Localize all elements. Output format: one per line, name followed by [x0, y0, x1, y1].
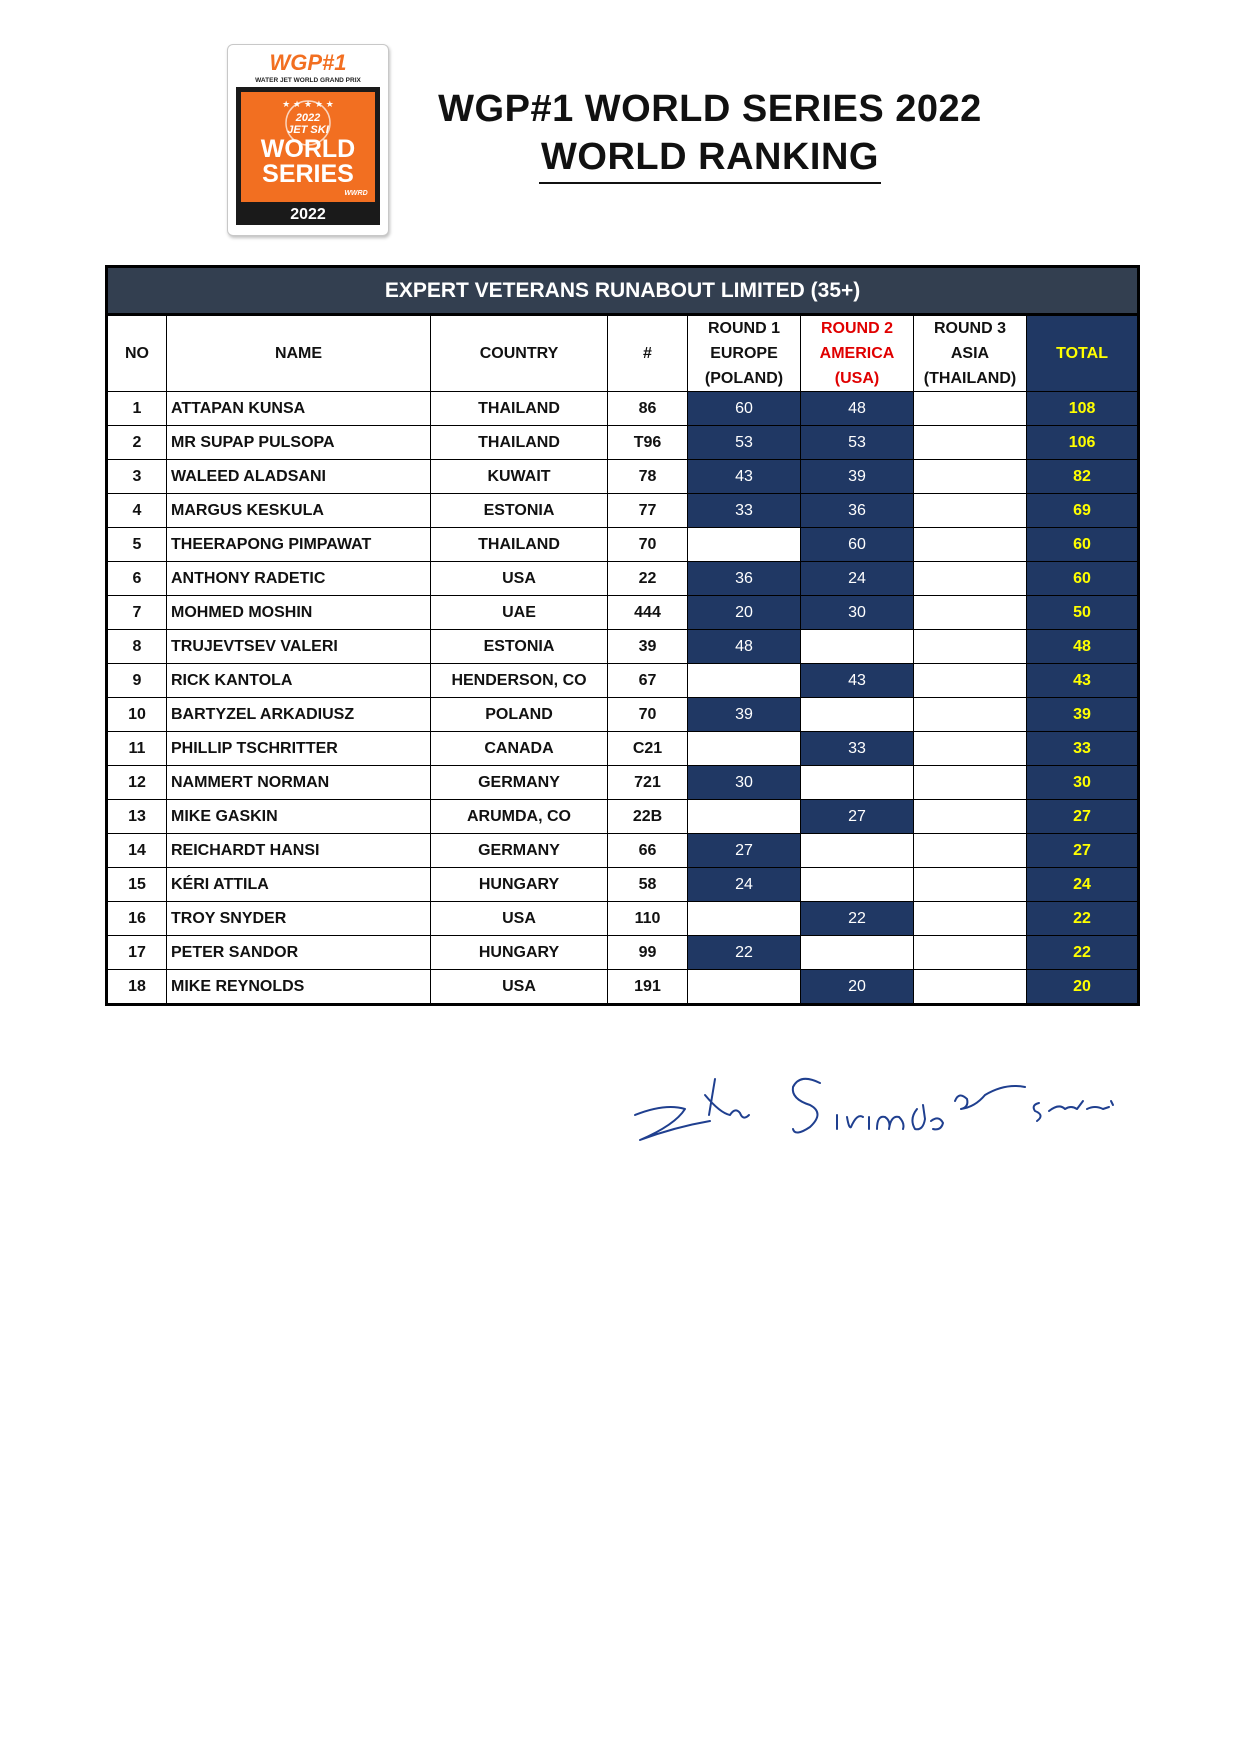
round3-points-cell: [914, 868, 1027, 902]
table-row: [107, 528, 1139, 562]
round3-points-cell: [914, 460, 1027, 494]
logo-stars: ★ ★ ★ ★ ★: [282, 100, 334, 110]
rank-cell: 6: [107, 562, 167, 596]
total-points-cell: 27: [1027, 834, 1139, 868]
table-row: [107, 834, 1139, 868]
round3-points-cell: [914, 902, 1027, 936]
name-cell: KÉRI ATTILA: [167, 868, 431, 902]
round2-points-cell: 60: [801, 528, 914, 562]
name-cell: TROY SNYDER: [167, 902, 431, 936]
category-title: [107, 267, 1139, 315]
name-cell: BARTYZEL ARKADIUSZ: [167, 698, 431, 732]
round2-points-cell: 33: [801, 732, 914, 766]
race-number-cell: 39: [608, 630, 688, 664]
table-row: [107, 902, 1139, 936]
round1-points-cell: 39: [688, 698, 801, 732]
round3-points-cell: [914, 698, 1027, 732]
round1-region: EUROPE: [710, 345, 778, 362]
race-number-cell: 78: [608, 460, 688, 494]
header-no: NO: [107, 315, 167, 392]
rank-cell: 13: [107, 800, 167, 834]
round1-points-cell: 27: [688, 834, 801, 868]
round3-points-cell: [914, 834, 1027, 868]
round2-points-cell: [801, 630, 914, 664]
header-round1: [688, 315, 801, 392]
logo-year-small: 2022: [295, 112, 321, 124]
name-cell: ANTHONY RADETIC: [167, 562, 431, 596]
ranking-table: [105, 265, 1140, 1006]
total-points-cell: 39: [1027, 698, 1139, 732]
round1-points-cell: [688, 970, 801, 1005]
ranking-rows: [107, 392, 1139, 1005]
signature-1b: [705, 1079, 749, 1118]
rank-cell: 16: [107, 902, 167, 936]
round2-points-cell: [801, 834, 914, 868]
name-cell: REICHARDT HANSI: [167, 834, 431, 868]
page-subtitle-text: WORLD RANKING: [539, 136, 881, 184]
name-cell: RICK KANTOLA: [167, 664, 431, 698]
round2-points-cell: 30: [801, 596, 914, 630]
header-name: NAME: [167, 315, 431, 392]
round3-label: ROUND 3: [933, 320, 1006, 337]
logo-sub-text: WATER JET WORLD GRAND PRIX: [255, 77, 361, 84]
country-cell: USA: [431, 902, 608, 936]
round2-points-cell: 39: [801, 460, 914, 494]
name-cell: NAMMERT NORMAN: [167, 766, 431, 800]
table-row: [107, 800, 1139, 834]
category-row: [107, 267, 1139, 315]
round1-points-cell: [688, 732, 801, 766]
signature-2b: [837, 1105, 943, 1129]
round1-points-cell: 43: [688, 460, 801, 494]
round2-country: (USA): [834, 370, 880, 387]
round1-points-cell: 33: [688, 494, 801, 528]
name-cell: PHILLIP TSCHRITTER: [167, 732, 431, 766]
round2-points-cell: 20: [801, 970, 914, 1005]
header-country: COUNTRY: [431, 315, 608, 392]
round1-points-cell: 24: [688, 868, 801, 902]
rank-cell: 1: [107, 392, 167, 426]
table-row: [107, 698, 1139, 732]
round1-points-cell: [688, 664, 801, 698]
round1-points-cell: 20: [688, 596, 801, 630]
name-cell: MOHMED MOSHIN: [167, 596, 431, 630]
country-cell: ESTONIA: [431, 630, 608, 664]
race-number-cell: 444: [608, 596, 688, 630]
country-cell: THAILAND: [431, 392, 608, 426]
table-row: [107, 562, 1139, 596]
name-cell: THEERAPONG PIMPAWAT: [167, 528, 431, 562]
country-cell: HUNGARY: [431, 936, 608, 970]
logo-jet-ski: JET SKI: [287, 124, 329, 136]
round2-points-cell: 22: [801, 902, 914, 936]
round3-points-cell: [914, 970, 1027, 1005]
round1-points-cell: 22: [688, 936, 801, 970]
round1-points-cell: [688, 528, 801, 562]
table-row: [107, 494, 1139, 528]
round1-points-cell: 36: [688, 562, 801, 596]
total-points-cell: 48: [1027, 630, 1139, 664]
total-points-cell: 82: [1027, 460, 1139, 494]
round3-country: (THAILAND): [923, 370, 1017, 387]
total-points-cell: 30: [1027, 766, 1139, 800]
round1-country: (POLAND): [704, 370, 784, 387]
race-number-cell: 191: [608, 970, 688, 1005]
header-round3: [914, 315, 1027, 392]
country-cell: POLAND: [431, 698, 608, 732]
race-number-cell: 58: [608, 868, 688, 902]
round3-points-cell: [914, 528, 1027, 562]
signatures: [625, 1065, 1145, 1160]
rank-cell: 17: [107, 936, 167, 970]
name-cell: MIKE GASKIN: [167, 800, 431, 834]
race-number-cell: 66: [608, 834, 688, 868]
name-cell: MIKE REYNOLDS: [167, 970, 431, 1005]
round2-points-cell: 36: [801, 494, 914, 528]
table-row: [107, 460, 1139, 494]
round2-points-cell: [801, 868, 914, 902]
round3-points-cell: [914, 426, 1027, 460]
header-number: #: [608, 315, 688, 392]
signature-2: [793, 1079, 820, 1133]
logo-year: 2022: [290, 206, 326, 223]
round2-points-cell: [801, 766, 914, 800]
race-number-cell: 67: [608, 664, 688, 698]
total-points-cell: 22: [1027, 936, 1139, 970]
name-cell: ATTAPAN KUNSA: [167, 392, 431, 426]
rank-cell: 5: [107, 528, 167, 562]
rank-cell: 9: [107, 664, 167, 698]
round3-points-cell: [914, 936, 1027, 970]
round3-points-cell: [914, 800, 1027, 834]
name-cell: MR SUPAP PULSOPA: [167, 426, 431, 460]
race-number-cell: 77: [608, 494, 688, 528]
header-round2: [801, 315, 914, 392]
category-title-text: EXPERT VETERANS RUNABOUT LIMITED (35+): [384, 278, 861, 302]
round3-region: ASIA: [950, 345, 990, 362]
page-subtitle: [380, 136, 1040, 179]
race-number-cell: 70: [608, 528, 688, 562]
table-row: [107, 868, 1139, 902]
race-number-cell: 110: [608, 902, 688, 936]
race-number-cell: 99: [608, 936, 688, 970]
rank-cell: 14: [107, 834, 167, 868]
race-number-cell: 721: [608, 766, 688, 800]
country-cell: THAILAND: [431, 426, 608, 460]
total-points-cell: 43: [1027, 664, 1139, 698]
logo-series: SERIES: [262, 160, 354, 188]
signature-4: [1034, 1101, 1113, 1121]
round1-points-cell: [688, 800, 801, 834]
round1-points-cell: 60: [688, 392, 801, 426]
signature-3: [955, 1086, 1025, 1109]
total-points-cell: 106: [1027, 426, 1139, 460]
country-cell: THAILAND: [431, 528, 608, 562]
country-cell: GERMANY: [431, 834, 608, 868]
round3-points-cell: [914, 766, 1027, 800]
round1-points-cell: 30: [688, 766, 801, 800]
table-row: [107, 766, 1139, 800]
round2-region: AMERICA: [819, 345, 895, 362]
signature-1: [635, 1107, 710, 1140]
race-number-cell: 70: [608, 698, 688, 732]
round1-points-cell: [688, 902, 801, 936]
name-cell: WALEED ALADSANI: [167, 460, 431, 494]
rank-cell: 15: [107, 868, 167, 902]
table-row: [107, 936, 1139, 970]
country-cell: HENDERSON, CO: [431, 664, 608, 698]
round3-points-cell: [914, 562, 1027, 596]
country-cell: HUNGARY: [431, 868, 608, 902]
country-cell: UAE: [431, 596, 608, 630]
rank-cell: 3: [107, 460, 167, 494]
country-cell: ESTONIA: [431, 494, 608, 528]
total-points-cell: 33: [1027, 732, 1139, 766]
rank-cell: 2: [107, 426, 167, 460]
round2-points-cell: 48: [801, 392, 914, 426]
rank-cell: 18: [107, 970, 167, 1005]
logo-top-text: WGP#1: [269, 50, 347, 75]
table-row: [107, 392, 1139, 426]
race-number-cell: 86: [608, 392, 688, 426]
country-cell: USA: [431, 562, 608, 596]
round2-points-cell: 27: [801, 800, 914, 834]
table-row: [107, 732, 1139, 766]
rank-cell: 10: [107, 698, 167, 732]
round3-points-cell: [914, 494, 1027, 528]
race-number-cell: 22B: [608, 800, 688, 834]
round2-points-cell: [801, 698, 914, 732]
total-points-cell: 60: [1027, 528, 1139, 562]
table-row: [107, 596, 1139, 630]
round2-points-cell: 24: [801, 562, 914, 596]
name-cell: TRUJEVTSEV VALERI: [167, 630, 431, 664]
round2-points-cell: 53: [801, 426, 914, 460]
country-cell: KUWAIT: [431, 460, 608, 494]
total-points-cell: 50: [1027, 596, 1139, 630]
logo-world: WORLD: [260, 135, 356, 163]
name-cell: MARGUS KESKULA: [167, 494, 431, 528]
page-title: WGP#1 WORLD SERIES 2022: [438, 88, 982, 130]
round3-points-cell: [914, 630, 1027, 664]
logo-mark: WWRD: [344, 190, 368, 197]
race-number-cell: T96: [608, 426, 688, 460]
round1-points-cell: 48: [688, 630, 801, 664]
total-points-cell: 24: [1027, 868, 1139, 902]
header-row: [107, 315, 1139, 392]
rank-cell: 7: [107, 596, 167, 630]
total-points-cell: 20: [1027, 970, 1139, 1005]
header-total: TOTAL: [1027, 315, 1139, 392]
race-number-cell: C21: [608, 732, 688, 766]
country-cell: GERMANY: [431, 766, 608, 800]
logo-graphic: [228, 45, 388, 235]
rank-cell: 11: [107, 732, 167, 766]
round3-points-cell: [914, 664, 1027, 698]
table-row: [107, 630, 1139, 664]
rank-cell: 8: [107, 630, 167, 664]
round3-points-cell: [914, 392, 1027, 426]
round1-points-cell: 53: [688, 426, 801, 460]
round2-label: ROUND 2: [820, 320, 893, 337]
round3-points-cell: [914, 596, 1027, 630]
table-row: [107, 426, 1139, 460]
country-cell: USA: [431, 970, 608, 1005]
table-row: [107, 970, 1139, 1005]
race-number-cell: 22: [608, 562, 688, 596]
name-cell: PETER SANDOR: [167, 936, 431, 970]
total-points-cell: 108: [1027, 392, 1139, 426]
country-cell: CANADA: [431, 732, 608, 766]
wgp-world-series-logo: [227, 44, 389, 236]
round1-label: ROUND 1: [707, 320, 780, 337]
round3-points-cell: [914, 732, 1027, 766]
total-points-cell: 22: [1027, 902, 1139, 936]
country-cell: ARUMDA, CO: [431, 800, 608, 834]
rank-cell: 4: [107, 494, 167, 528]
rank-cell: 12: [107, 766, 167, 800]
round2-points-cell: 43: [801, 664, 914, 698]
round2-points-cell: [801, 936, 914, 970]
total-points-cell: 27: [1027, 800, 1139, 834]
total-points-cell: 69: [1027, 494, 1139, 528]
total-points-cell: 60: [1027, 562, 1139, 596]
table-row: [107, 664, 1139, 698]
